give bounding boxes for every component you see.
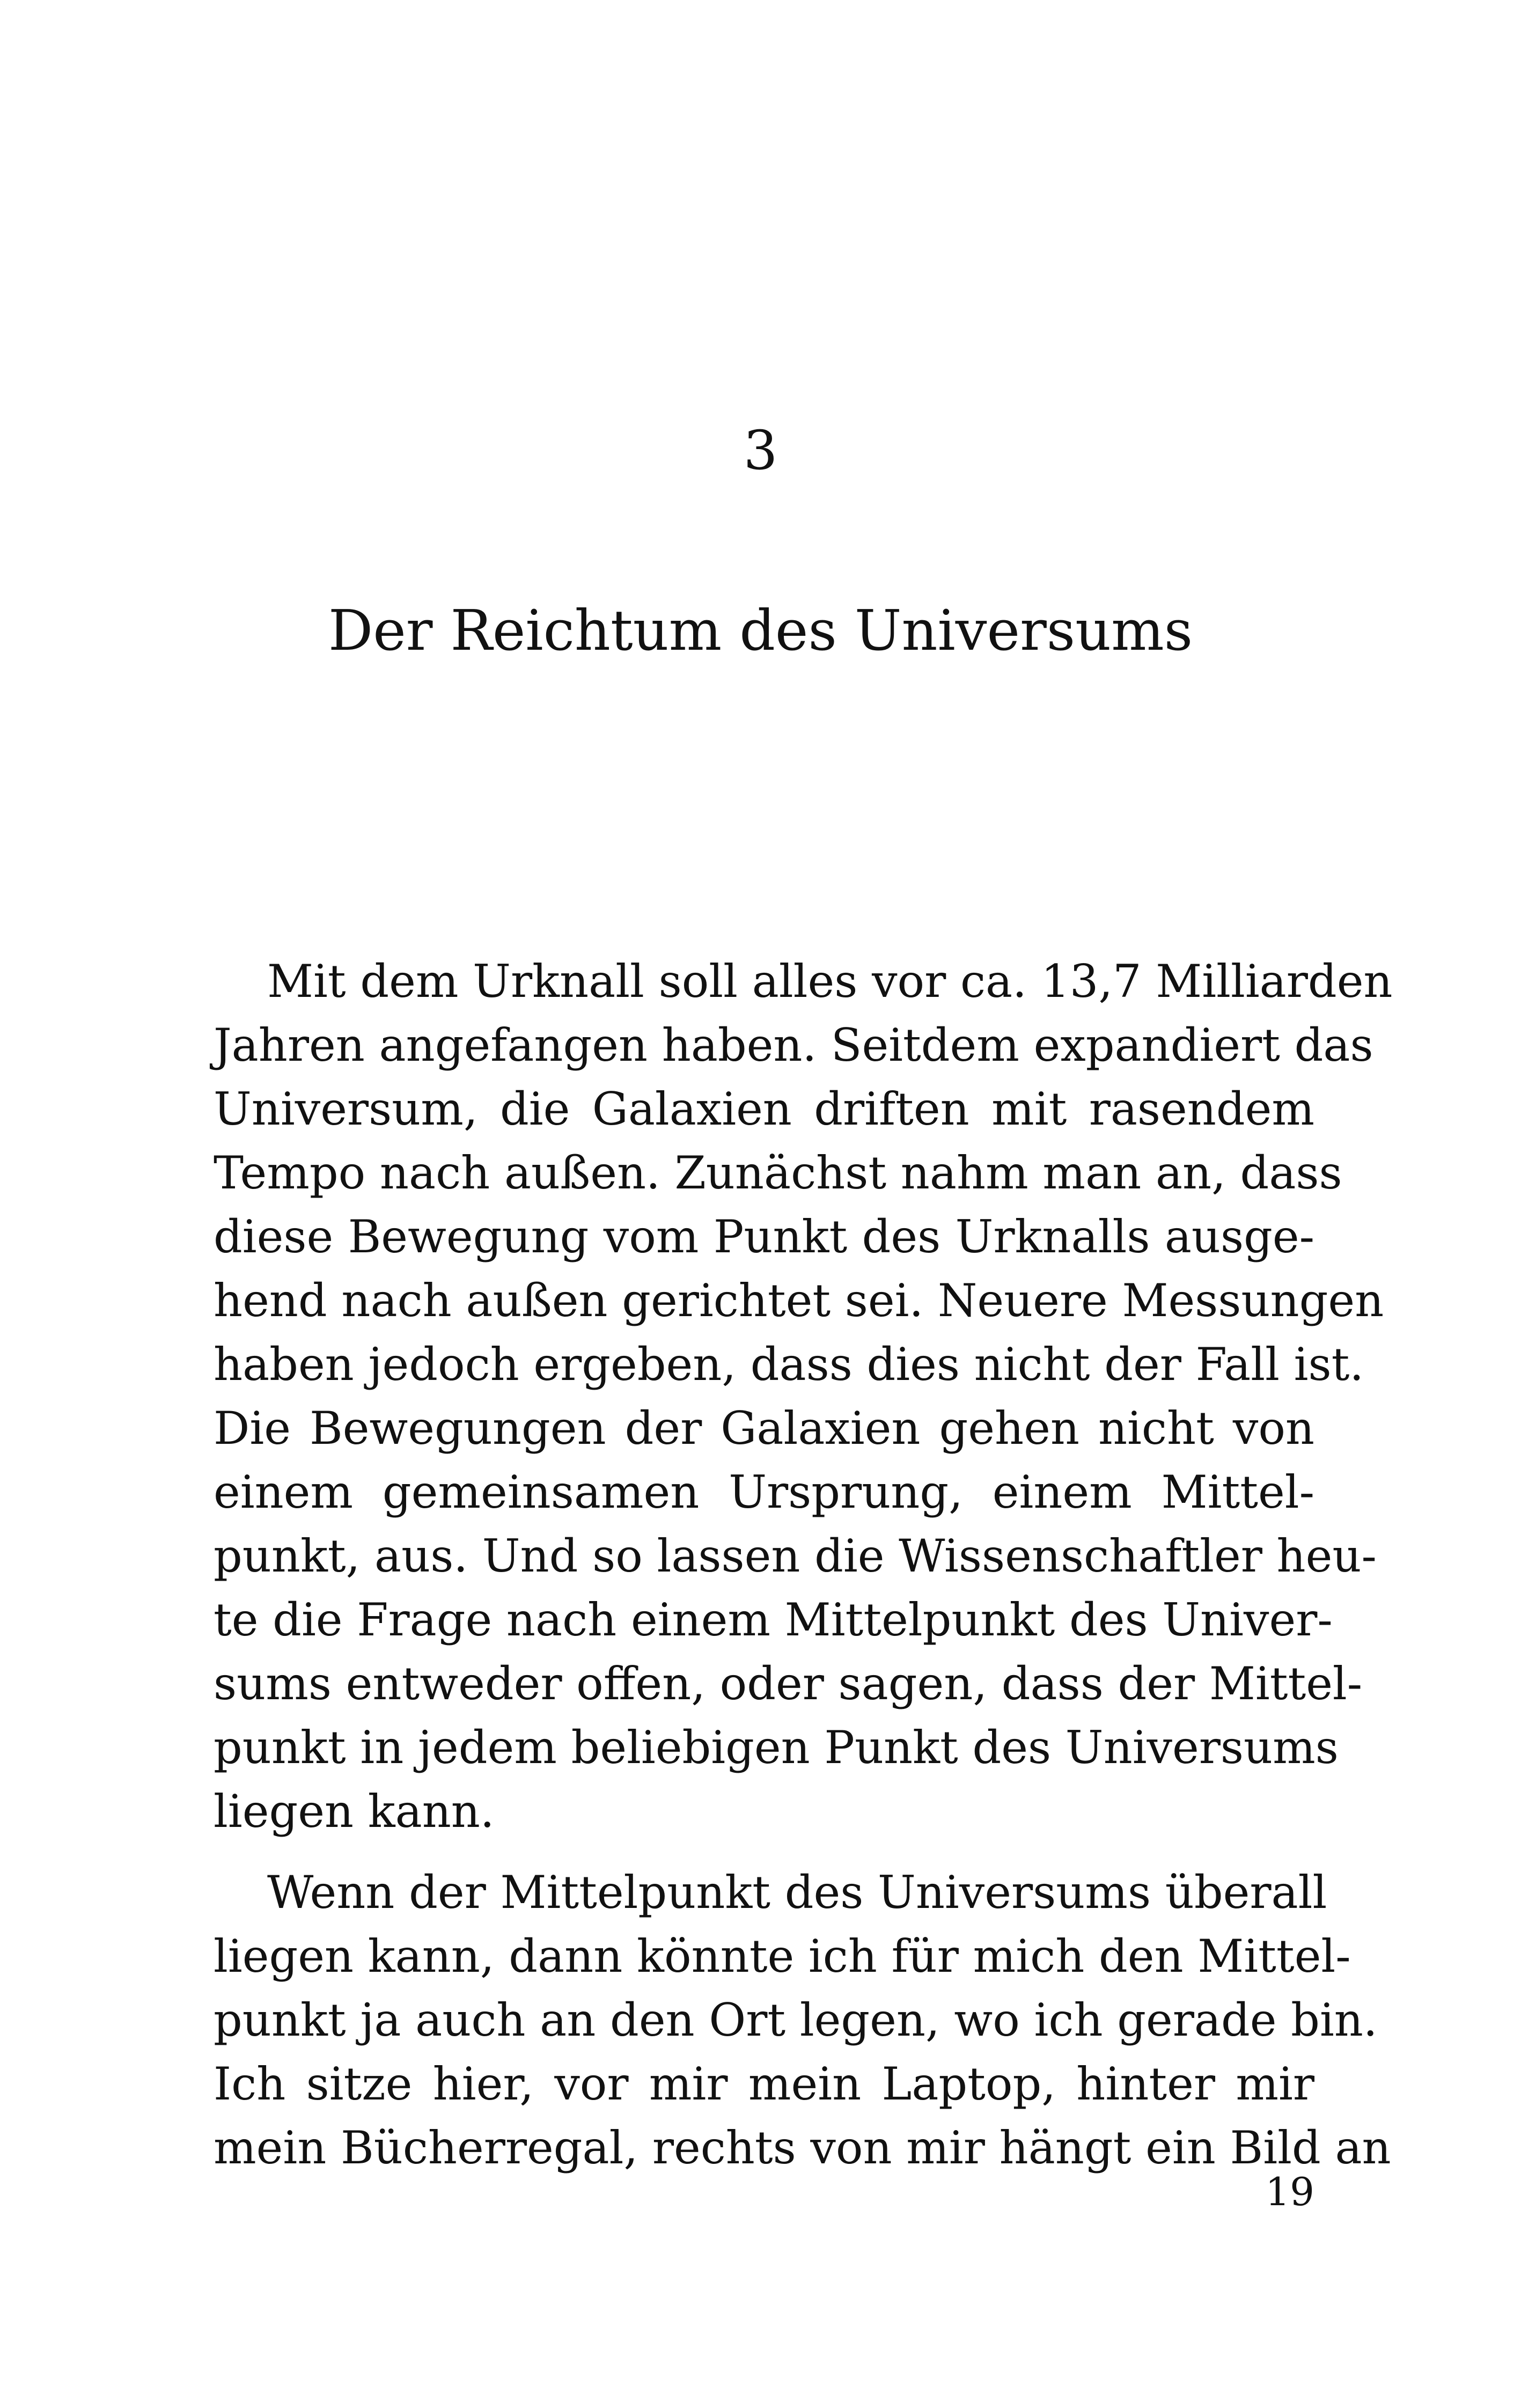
paragraph-1 [214, 950, 1393, 1844]
body-text [214, 950, 1393, 2180]
text-line: Mit dem Urknall soll alles vor ca. 13,7 Milliarden [267, 955, 1393, 1008]
text-line: Jahren angefangen haben. Seitdem expandiert das [214, 1019, 1373, 1071]
text-line: Die Bewegungen der Galaxien gehen nicht von [214, 1402, 1314, 1455]
page-number: 19 [1265, 2169, 1314, 2214]
paragraph-2 [214, 1861, 1391, 2180]
text-line: punkt in jedem beliebigen Punkt des Universums [214, 1721, 1339, 1774]
text-line: liegen kann, dann könnte ich für mich den Mittel- [214, 1930, 1351, 1983]
chapter-title: Der Reichtum des Universums [328, 598, 1193, 663]
text-line: diese Bewegung vom Punkt des Urknalls ausge- [214, 1210, 1314, 1263]
text-line: Ich sitze hier, vor mir mein Laptop, hinter mir [214, 2058, 1314, 2110]
text-line: mein Bücherregal, rechts von mir hängt ein Bild an [214, 2121, 1391, 2174]
chapter-number: 3 [743, 419, 778, 482]
text-line: hend nach außen gerichtet sei. Neuere Messungen [214, 1274, 1384, 1327]
text-line: Wenn der Mittelpunkt des Universums überall [267, 1866, 1327, 1919]
text-line: punkt, aus. Und so lassen die Wissenschaftler heu- [214, 1530, 1377, 1582]
text-line: einem gemeinsamen Ursprung, einem Mittel- [214, 1466, 1314, 1518]
text-line: Tempo nach außen. Zunächst nahm man an, dass [214, 1147, 1342, 1199]
text-line: te die Frage nach einem Mittelpunkt des Univer- [214, 1594, 1333, 1646]
text-line: liegen kann. [214, 1785, 495, 1838]
text-line: punkt ja auch an den Ort legen, wo ich gerade bin. [214, 1994, 1378, 2046]
text-line: sums entweder offen, oder sagen, dass der Mittel- [214, 1657, 1363, 1710]
text-line: Universum, die Galaxien driften mit rasendem [214, 1083, 1314, 1135]
text-line: haben jedoch ergeben, dass dies nicht der Fall ist. [214, 1338, 1364, 1391]
